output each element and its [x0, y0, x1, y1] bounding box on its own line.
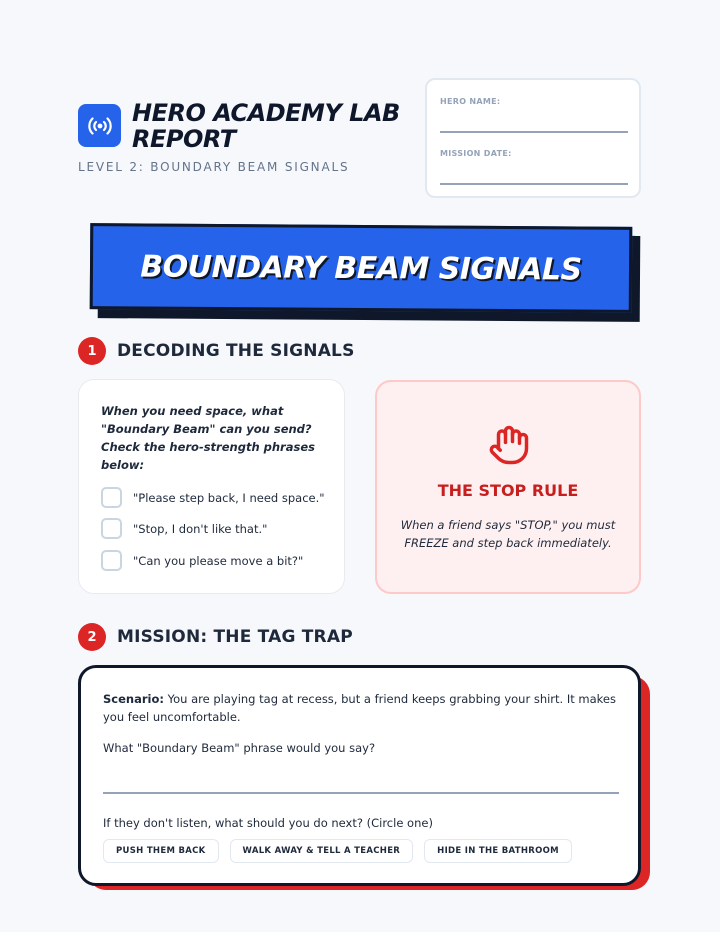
- checklist-item[interactable]: [101, 518, 267, 539]
- hero-name-label: HERO NAME:: [440, 97, 501, 106]
- hero-info-card: [425, 78, 641, 198]
- section-number-badge: 1: [78, 337, 106, 365]
- scenario-body: You are playing tag at recess, but a friend keeps grabbing your shirt. It makes you feel uncomfortable.: [103, 692, 616, 724]
- checklist-label: "Can you please move a bit?": [133, 553, 304, 568]
- option-hide-in-bathroom[interactable]: HIDE IN THE BATHROOM: [424, 839, 572, 863]
- scenario-text: [103, 690, 623, 726]
- checklist-item[interactable]: [101, 550, 303, 571]
- stop-rule-card: [375, 380, 641, 594]
- option-walk-away-tell-teacher[interactable]: WALK AWAY & TELL A TEACHER: [230, 839, 414, 863]
- mission-date-label: MISSION DATE:: [440, 149, 512, 158]
- section-1-header: [78, 337, 355, 365]
- signals-checklist-card: [78, 379, 345, 594]
- checkbox[interactable]: [101, 550, 122, 571]
- broadcast-signal-icon: [78, 104, 121, 147]
- checklist-prompt: When you need space, what "Boundary Beam" can you send? Check the hero-strength phrases below:: [101, 404, 315, 472]
- title-banner: [90, 223, 633, 313]
- answer-line[interactable]: [103, 792, 619, 794]
- hero-name-field[interactable]: [440, 131, 628, 133]
- phrase-question: What "Boundary Beam" phrase would you say?: [103, 741, 376, 755]
- checklist-item[interactable]: [101, 487, 325, 508]
- stop-rule-title: THE STOP RULE: [437, 481, 579, 500]
- section-number-badge: 2: [78, 623, 106, 651]
- checklist-label: "Please step back, I need space.": [133, 490, 325, 505]
- banner-text: BOUNDARY BEAM SIGNALS: [140, 248, 582, 288]
- stop-hand-icon: [488, 424, 530, 470]
- checkbox[interactable]: [101, 518, 122, 539]
- section-title: MISSION: THE TAG TRAP: [117, 627, 353, 647]
- stop-rule-text: When a friend says "STOP," you must FREEZE and step back immediately.: [400, 518, 616, 550]
- mission-card: [78, 665, 641, 886]
- report-title: HERO ACADEMY LAB REPORT: [132, 99, 400, 153]
- checkbox[interactable]: [101, 487, 122, 508]
- circle-one-options: [103, 839, 583, 863]
- level-subtitle: LEVEL 2: BOUNDARY BEAM SIGNALS: [78, 160, 350, 174]
- scenario-label: Scenario:: [103, 692, 164, 706]
- section-2-header: [78, 623, 353, 651]
- mission-date-field[interactable]: [440, 183, 628, 185]
- option-push-them-back[interactable]: PUSH THEM BACK: [103, 839, 219, 863]
- section-title: DECODING THE SIGNALS: [117, 341, 355, 361]
- next-step-question: If they don't listen, what should you do next? (Circle one): [103, 816, 433, 830]
- checklist-label: "Stop, I don't like that.": [133, 521, 268, 536]
